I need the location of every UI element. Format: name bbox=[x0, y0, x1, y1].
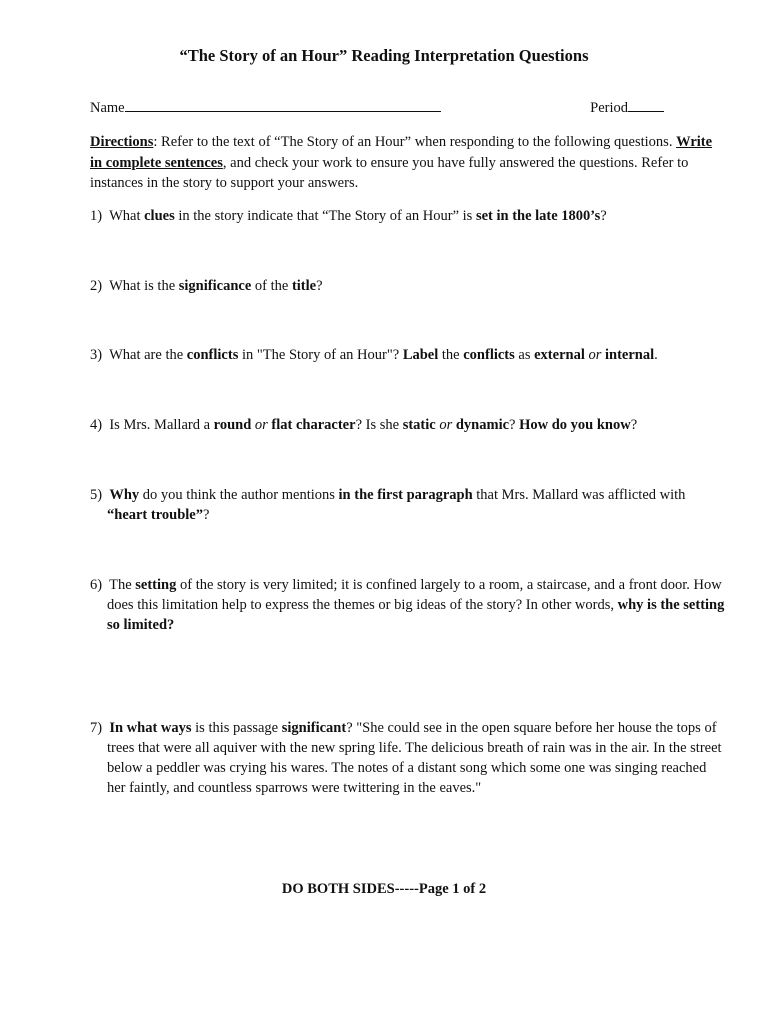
directions-label: Directions bbox=[90, 134, 154, 150]
question-text: ? bbox=[316, 278, 323, 294]
directions-text-1: : Refer to the text of “The Story of an Hour” when responding to the following questions. bbox=[153, 134, 673, 150]
question-text: Is Mrs. Mallard a bbox=[109, 417, 214, 433]
question-text: of the bbox=[251, 278, 292, 294]
question-text: ? bbox=[630, 417, 638, 433]
question-emphasis: or bbox=[254, 417, 268, 433]
name-label: Name bbox=[90, 100, 125, 116]
question-number: 2) bbox=[90, 278, 103, 294]
period-blank bbox=[628, 97, 664, 112]
question-emphasis: Label bbox=[402, 347, 439, 363]
question-emphasis: in the first paragraph bbox=[338, 487, 473, 503]
question-number: 7) bbox=[90, 720, 103, 736]
question-emphasis: “heart trouble” bbox=[107, 507, 203, 523]
question-number: 6) bbox=[90, 577, 103, 593]
question-text: in the story indicate that “The Story of an Hour” is bbox=[174, 208, 476, 224]
question-emphasis: How do you know bbox=[519, 417, 631, 433]
question-text: do you think the author mentions bbox=[139, 487, 339, 503]
page-footer: DO BOTH SIDES-----Page 1 of 2 bbox=[281, 881, 487, 897]
question-5 bbox=[90, 485, 725, 525]
question-emphasis: internal bbox=[605, 347, 655, 363]
question-emphasis: static bbox=[402, 417, 436, 433]
directions-text-2: , and check your work to ensure you have fully answered the questions. Refer to instances in the story to support your answers. bbox=[90, 154, 689, 191]
name-blank bbox=[125, 97, 441, 112]
question-emphasis: or bbox=[439, 417, 453, 433]
question-text: ? bbox=[509, 417, 520, 433]
question-4 bbox=[90, 415, 725, 435]
question-text: ? Is she bbox=[355, 417, 403, 433]
question-text: as bbox=[514, 347, 535, 363]
question-number: 4) bbox=[90, 417, 103, 433]
question-2 bbox=[90, 276, 725, 296]
question-emphasis: conflicts bbox=[463, 347, 515, 363]
question-emphasis: clues bbox=[144, 208, 175, 224]
page-title: “The Story of an Hour” Reading Interpretation Questions bbox=[179, 46, 589, 65]
question-emphasis: significance bbox=[178, 278, 252, 294]
question-text: What bbox=[109, 208, 145, 224]
question-emphasis: dynamic bbox=[455, 417, 510, 433]
question-text: . bbox=[654, 347, 658, 363]
question-emphasis: setting bbox=[135, 577, 177, 593]
question-text: the bbox=[438, 347, 464, 363]
question-emphasis: title bbox=[291, 278, 317, 294]
question-number: 1) bbox=[90, 208, 103, 224]
question-1 bbox=[90, 206, 725, 226]
question-emphasis: conflicts bbox=[186, 347, 239, 363]
question-emphasis: significant bbox=[281, 720, 347, 736]
question-text: that Mrs. Mallard was afflicted with bbox=[472, 487, 686, 503]
question-text: is this passage bbox=[191, 720, 282, 736]
question-7 bbox=[90, 718, 725, 798]
directions-emphasis: Write in complete sentences bbox=[90, 134, 713, 171]
period-field bbox=[590, 97, 664, 117]
name-field bbox=[90, 97, 441, 117]
question-text: ? bbox=[203, 507, 210, 523]
question-3 bbox=[90, 345, 725, 365]
question-text: ? bbox=[600, 208, 607, 224]
question-text: What are the bbox=[109, 347, 187, 363]
name-period-row bbox=[90, 97, 670, 117]
question-text: in "The Story of an Hour"? bbox=[238, 347, 403, 363]
question-emphasis: why is the setting so limited? bbox=[107, 597, 725, 633]
period-label: Period bbox=[590, 100, 628, 116]
question-emphasis: In what ways bbox=[109, 720, 192, 736]
question-emphasis: or bbox=[588, 347, 602, 363]
question-emphasis: flat character bbox=[271, 417, 356, 433]
question-emphasis: set in the late 1800’s bbox=[475, 208, 601, 224]
question-text: of the story is very limited; it is confined largely to a room, a staircase, and a front door. How does this limitation help to express the themes or big ideas of the story? In other words, bbox=[107, 577, 722, 613]
question-6 bbox=[90, 575, 725, 635]
question-number: 5) bbox=[90, 487, 103, 503]
question-number: 3) bbox=[90, 347, 103, 363]
question-text: The bbox=[109, 577, 136, 593]
question-text: ? "She could see in the open square before her house the tops of trees that were all aquiver with the new spring life. The delicious breath of rain was in the air. In the street below a peddler was crying his wares. The notes of a distant song which some one was singing reached her faintly, and countless sparrows were twittering in the eaves." bbox=[107, 720, 722, 796]
question-text: What is the bbox=[109, 278, 179, 294]
question-emphasis: Why bbox=[109, 487, 140, 503]
question-emphasis: round bbox=[213, 417, 252, 433]
directions-paragraph bbox=[90, 132, 715, 194]
question-emphasis: external bbox=[534, 347, 585, 363]
